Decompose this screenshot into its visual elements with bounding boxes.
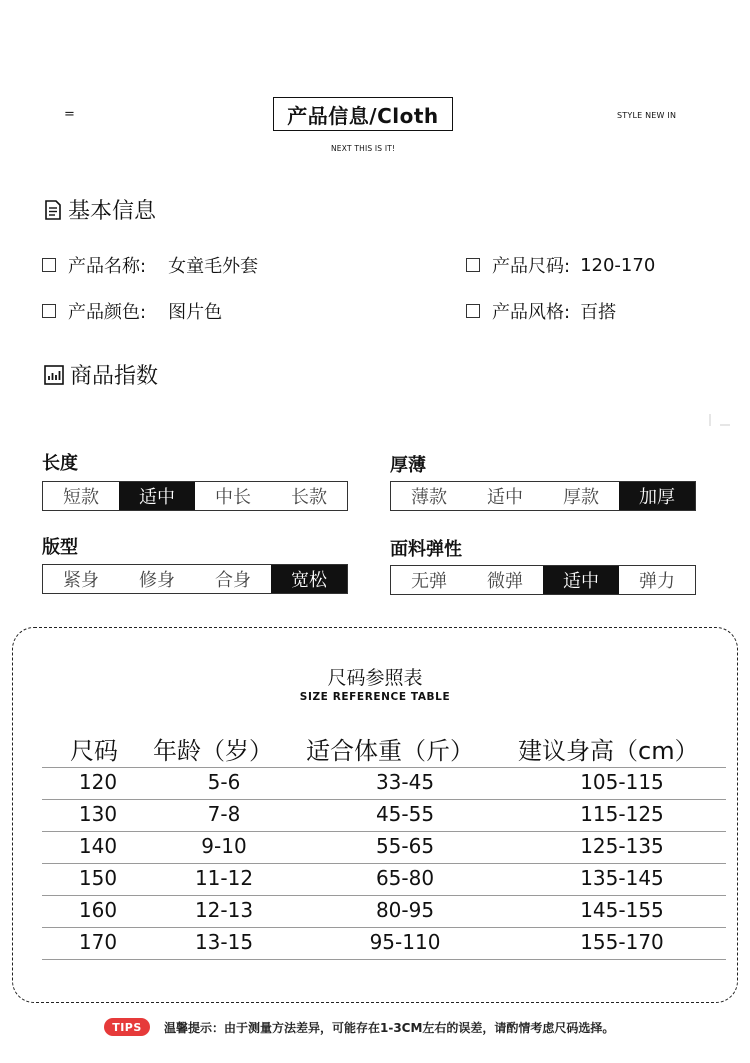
tips-text: 温馨提示：由于测量方法差异，可能存在1-3CM左右的误差，请酌情考虑尺码选择。: [164, 1021, 615, 1035]
info-label: 产品名称:: [68, 256, 147, 277]
table-cell: 140: [78, 834, 118, 858]
menu-icon: =: [64, 107, 75, 122]
size-table-subtitle: SIZE REFERENCE TABLE: [299, 691, 451, 703]
table-cell: 145-155: [580, 898, 664, 922]
info-label: 产品尺码:: [492, 256, 571, 277]
table-row: [42, 927, 726, 960]
index-option: 长款: [291, 487, 327, 508]
info-value: 女童毛外套: [168, 256, 259, 277]
table-cell: 65-80: [375, 866, 435, 890]
table-cell: 11-12: [194, 866, 254, 890]
checkbox-icon: [466, 258, 480, 272]
index-bar-length: [42, 481, 348, 511]
table-header-age: 年龄（岁）: [153, 736, 273, 765]
table-cell: 160: [78, 898, 118, 922]
index-option-selected: 适中: [119, 482, 195, 510]
table-cell: 150: [78, 866, 118, 890]
info-label: 产品风格:: [492, 302, 571, 323]
table-cell: 55-65: [375, 834, 435, 858]
style-tag: STYLE NEW IN: [617, 111, 677, 120]
index-title-length: 长度: [42, 453, 78, 474]
info-value: 120-170: [580, 254, 656, 276]
info-value: 百搭: [580, 302, 617, 323]
index-option: 紧身: [63, 570, 99, 591]
checkbox-icon: [42, 258, 56, 272]
table-header-height: 建议身高（cm）: [518, 736, 699, 765]
index-title-elasticity: 面料弹性: [390, 539, 462, 560]
info-label: 产品颜色:: [68, 302, 147, 323]
corner-mark: [708, 412, 732, 436]
basic-info-heading-text: 基本信息: [68, 199, 157, 224]
info-item-name: [42, 252, 258, 278]
table-cell: 95-110: [369, 930, 441, 954]
info-item-size: [466, 252, 655, 278]
info-value: 图片色: [168, 302, 223, 323]
index-option: 中长: [215, 487, 251, 508]
index-option-selected: 适中: [543, 566, 619, 594]
index-option: 无弹: [411, 571, 447, 592]
table-cell: 120: [78, 770, 118, 794]
page-title: 产品信息/Cloth: [273, 97, 453, 131]
index-option: 修身: [139, 570, 175, 591]
index-option: 合身: [215, 570, 251, 591]
index-option: 短款: [63, 487, 99, 508]
table-cell: 12-13: [194, 898, 254, 922]
index-bar-fit: [42, 564, 348, 594]
table-cell: 105-115: [580, 770, 664, 794]
table-cell: 155-170: [580, 930, 664, 954]
checkbox-icon: [466, 304, 480, 318]
index-option: 薄款: [411, 487, 447, 508]
index-option: 微弹: [487, 571, 523, 592]
table-cell: 115-125: [580, 802, 664, 826]
table-cell: 125-135: [580, 834, 664, 858]
checkbox-icon: [42, 304, 56, 318]
table-header-size: 尺码: [70, 736, 118, 765]
table-cell: 45-55: [375, 802, 435, 826]
table-header-weight: 适合体重（斤）: [306, 736, 474, 765]
sub-tag: NEXT THIS IS IT!: [331, 144, 396, 153]
product-index-heading-text: 商品指数: [70, 364, 159, 389]
table-row: [42, 895, 726, 928]
table-cell: 33-45: [375, 770, 435, 794]
info-item-style: [466, 298, 616, 324]
size-table-title: 尺码参照表: [327, 667, 423, 689]
table-cell: 9-10: [201, 834, 247, 858]
table-row: [42, 831, 726, 864]
tips-badge: TIPS: [104, 1018, 150, 1036]
basic-info-heading: [44, 194, 156, 225]
table-cell: 135-145: [580, 866, 664, 890]
table-row: [42, 767, 726, 800]
table-cell: 170: [78, 930, 118, 954]
index-option: 适中: [487, 487, 523, 508]
index-bar-elasticity: [390, 565, 696, 595]
index-bar-thickness: [390, 481, 696, 511]
index-title-thickness: 厚薄: [390, 455, 426, 476]
index-option-selected: 宽松: [271, 565, 347, 593]
table-cell: 5-6: [207, 770, 241, 794]
table-cell: 80-95: [375, 898, 435, 922]
table-row: [42, 863, 726, 896]
info-item-color: [42, 298, 222, 324]
document-icon: [44, 200, 62, 220]
table-cell: 7-8: [207, 802, 241, 826]
index-option-selected: 加厚: [619, 482, 695, 510]
table-cell: 13-15: [194, 930, 254, 954]
index-option: 厚款: [563, 487, 599, 508]
index-option: 弹力: [639, 571, 675, 592]
index-title-fit: 版型: [42, 537, 78, 558]
table-row: [42, 799, 726, 832]
table-cell: 130: [78, 802, 118, 826]
product-index-heading: [44, 359, 158, 390]
chart-icon: [44, 365, 64, 385]
